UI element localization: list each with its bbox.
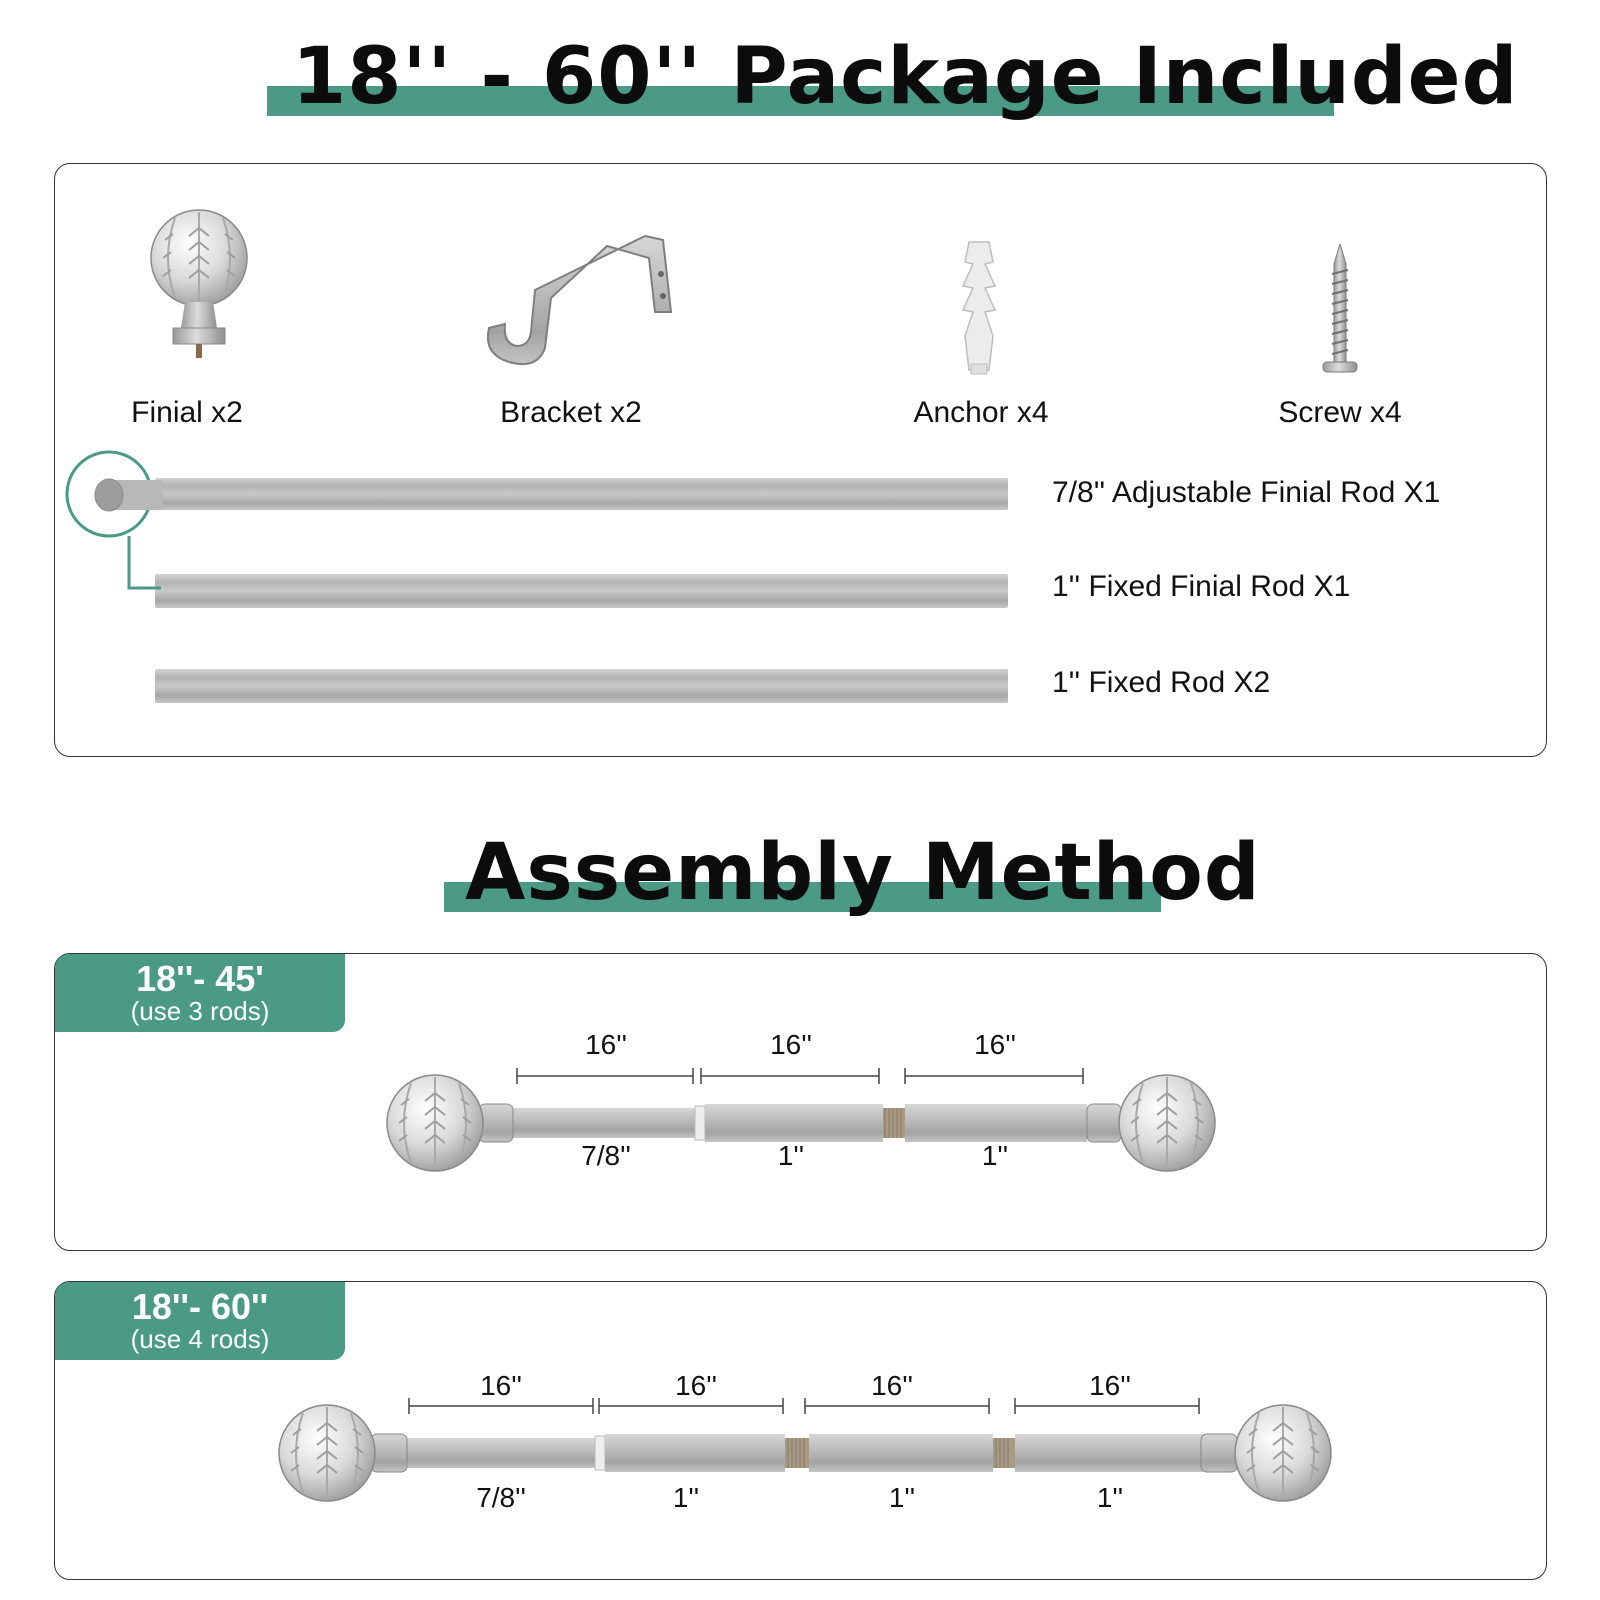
range-tag [55, 954, 345, 1032]
fixed-finial-rod-label: 1'' Fixed Finial Rod X1 [1052, 570, 1351, 603]
segment-length: 16'' [480, 1370, 522, 1401]
range-label: 18''- 60'' [131, 1286, 269, 1327]
bracket-icon [475, 228, 675, 378]
package-title: 18'' - 60'' Package Included [292, 32, 1519, 122]
adjustable-rod-label: 7/8'' Adjustable Finial Rod X1 [1052, 476, 1441, 509]
range-note: (use 4 rods) [130, 1324, 270, 1354]
segment-diameter: 1'' [672, 1482, 700, 1513]
adjustable-finial-rod [155, 478, 1008, 510]
anchor-label: Anchor x4 [913, 396, 1049, 429]
screw-icon [1317, 244, 1363, 382]
segment-diameter: 7/8'' [476, 1482, 526, 1513]
bracket-label: Bracket x2 [500, 396, 642, 429]
range-note: (use 3 rods) [130, 996, 270, 1026]
fixed-rod [155, 669, 1008, 703]
assembly-title: Assembly Method [465, 828, 1261, 918]
assembly-config-3-rods [54, 953, 1547, 1251]
segment-length: 16'' [770, 1029, 812, 1060]
segment-diameter: 1'' [888, 1482, 916, 1513]
rod-end-callout [65, 450, 165, 600]
assembled-rod-4 [265, 1394, 1415, 1504]
range-label: 18''- 45' [136, 958, 264, 999]
screw-label: Screw x4 [1278, 396, 1402, 429]
segment-diameter: 7/8'' [581, 1140, 631, 1171]
package-panel [54, 163, 1547, 757]
finial-icon [129, 198, 269, 378]
segment-diameter: 1'' [1096, 1482, 1124, 1513]
segment-diameter: 1'' [981, 1140, 1009, 1171]
fixed-rod-label: 1'' Fixed Rod X2 [1052, 666, 1271, 699]
segment-diameter: 1'' [777, 1140, 805, 1171]
segment-length: 16'' [974, 1029, 1016, 1060]
segment-length: 16'' [675, 1370, 717, 1401]
range-tag [55, 1282, 345, 1360]
assembly-config-4-rods [54, 1281, 1547, 1580]
segment-length: 16'' [585, 1029, 627, 1060]
segment-length: 16'' [871, 1370, 913, 1401]
anchor-icon [949, 240, 1009, 376]
segment-length: 16'' [1089, 1370, 1131, 1401]
fixed-finial-rod [155, 574, 1008, 608]
finial-label: Finial x2 [131, 396, 243, 429]
